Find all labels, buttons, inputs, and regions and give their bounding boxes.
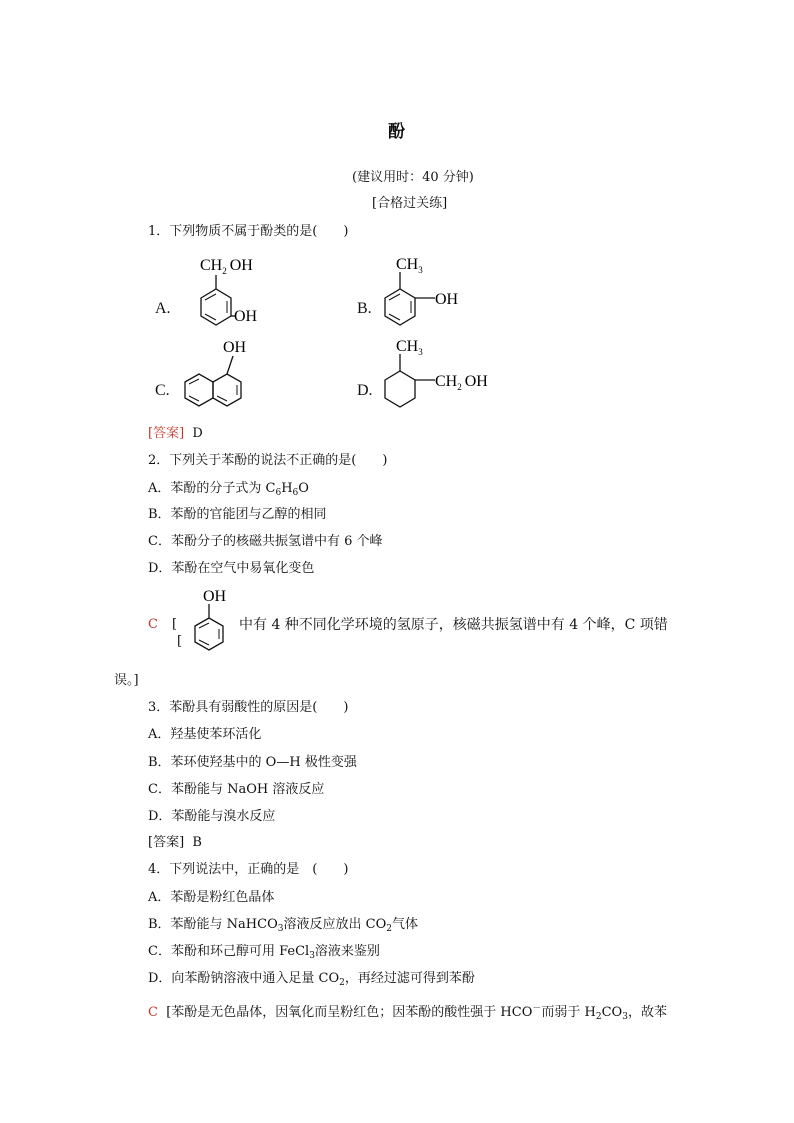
q2-expl-bracket: [ bbox=[172, 617, 178, 632]
q1-option-d-label: D. bbox=[357, 382, 373, 399]
q4-b-sub1: 3 bbox=[277, 924, 284, 934]
c-oh: OH bbox=[223, 339, 247, 356]
q3-stem: 3．苯酚具有弱酸性的原因是( ) bbox=[148, 700, 349, 715]
q4-expl-text2: 而弱于 H bbox=[541, 1005, 596, 1020]
q1-stem: 1．下列物质不属于酚类的是( ) bbox=[148, 224, 349, 239]
answer-tag: [答案] bbox=[148, 426, 185, 441]
b-sub3: 3 bbox=[418, 265, 423, 275]
q3-option-d: D．苯酚能与溴水反应 bbox=[148, 809, 276, 824]
q4-c-text1: C．苯酚和环己醇可用 FeCl bbox=[148, 944, 310, 959]
q4-expl-sub2: 3 bbox=[622, 1012, 628, 1022]
q2-explanation-end: 误。] bbox=[114, 673, 139, 688]
q3-answer-line bbox=[148, 835, 202, 851]
q2-option-b: B．苯酚的官能团与乙醇的相同 bbox=[148, 507, 327, 522]
q2-explanation: 中有 4 种不同化学环境的氢原子，核磁共振氢谱中有 4 个峰，C 项错 bbox=[239, 617, 668, 633]
q2-option-d: D．苯酚在空气中易氧化变色 bbox=[148, 561, 315, 576]
q4-expl-sub1: 2 bbox=[595, 1012, 602, 1022]
q3-option-a: A．羟基使苯环活化 bbox=[148, 727, 262, 742]
q3-answer: B bbox=[192, 835, 202, 850]
q4-expl-sup: － bbox=[532, 1004, 542, 1014]
svg-text:CH3 bbox=[396, 256, 423, 275]
q2-a-text: A．苯酚的分子式为 C bbox=[148, 481, 276, 496]
svg-text:CH3 bbox=[396, 338, 423, 357]
d-ch2: CH bbox=[435, 373, 458, 390]
q1-option-a-label: A. bbox=[155, 300, 171, 317]
answer-tag: [答案] bbox=[148, 835, 185, 850]
phenol-structure bbox=[188, 586, 238, 661]
q1-option-c-structure bbox=[175, 332, 265, 412]
q1-answer: D bbox=[192, 426, 203, 441]
q2-option-a bbox=[148, 481, 309, 501]
q2-a-h: H bbox=[281, 481, 293, 496]
time-note: (建议用时：40 分钟) bbox=[352, 170, 474, 185]
q4-d-text2: ，再经过滤可得到苯酚 bbox=[344, 971, 475, 986]
q1-answer-line bbox=[148, 426, 203, 442]
q4-c-text2: 溶液来鉴别 bbox=[314, 944, 380, 959]
q1-option-c-label: C. bbox=[155, 382, 170, 399]
q1-option-b-structure bbox=[375, 250, 475, 330]
q2-answer: C bbox=[148, 617, 158, 632]
a-oh1: OH bbox=[229, 257, 253, 274]
q3-option-b: B．苯环使羟基中的 O—H 极性变强 bbox=[148, 755, 357, 770]
q4-b-sub2: 2 bbox=[386, 924, 392, 934]
page-title: 酚 bbox=[388, 122, 405, 142]
q2-option-c: C．苯酚分子的核磁共振氢谱中有 6 个峰 bbox=[148, 534, 383, 549]
d-ch3: CH bbox=[396, 338, 419, 355]
svg-text:CH2OH bbox=[200, 257, 253, 276]
q4-expl-text1: [苯酚是无色晶体，因氧化而呈粉红色；因苯酚的酸性强于 HCO bbox=[166, 1005, 533, 1020]
q3-option-c: C．苯酚能与 NaOH 溶液反应 bbox=[148, 782, 325, 797]
q4-expl-text4: ，故苯 bbox=[627, 1005, 667, 1020]
q1-option-a-structure bbox=[170, 250, 280, 330]
q1-option-b-label: B. bbox=[357, 300, 372, 317]
d-sub2: 2 bbox=[457, 382, 462, 392]
a-sub2: 2 bbox=[222, 266, 227, 276]
d-oh: OH bbox=[464, 373, 488, 390]
a-ch-text: CH bbox=[200, 257, 223, 274]
q4-expl-text3: CO bbox=[601, 1005, 623, 1020]
q4-option-a: A．苯酚是粉红色晶体 bbox=[148, 890, 275, 905]
q4-b-text2: 溶液反应放出 CO bbox=[283, 917, 387, 932]
q4-stem: 4．下列说法中，正确的是 ( ) bbox=[148, 862, 349, 877]
q4-b-text3: 气体 bbox=[391, 917, 418, 932]
a-oh2: OH bbox=[234, 308, 258, 325]
q2-a-sub1: 6 bbox=[275, 488, 282, 498]
q1-option-d-structure bbox=[375, 332, 505, 412]
q2-expl-bracket-2: [ bbox=[177, 634, 183, 649]
phenol-oh: OH bbox=[203, 588, 227, 605]
q2-a-o: O bbox=[298, 481, 309, 496]
q4-d-sub1: 2 bbox=[339, 978, 345, 988]
q4-option-d bbox=[148, 971, 475, 991]
b-ch: CH bbox=[396, 256, 419, 273]
q4-explanation bbox=[148, 1001, 667, 1025]
section-heading: [合格过关练] bbox=[372, 196, 448, 211]
d-sub3: 3 bbox=[418, 347, 423, 357]
q4-answer: C bbox=[148, 1005, 158, 1020]
q2-stem: 2．下列关于苯酚的说法不正确的是( ) bbox=[148, 453, 388, 468]
q4-d-text1: D．向苯酚钠溶液中通入足量 CO bbox=[148, 971, 340, 986]
q2-a-sub2: 6 bbox=[292, 488, 299, 498]
q4-option-c bbox=[148, 944, 380, 964]
svg-text:CH2OH bbox=[435, 373, 488, 392]
b-oh: OH bbox=[435, 291, 459, 308]
q4-c-sub1: 3 bbox=[309, 951, 315, 961]
q4-option-b bbox=[148, 917, 418, 937]
q4-b-text1: B．苯酚能与 NaHCO bbox=[148, 917, 278, 932]
